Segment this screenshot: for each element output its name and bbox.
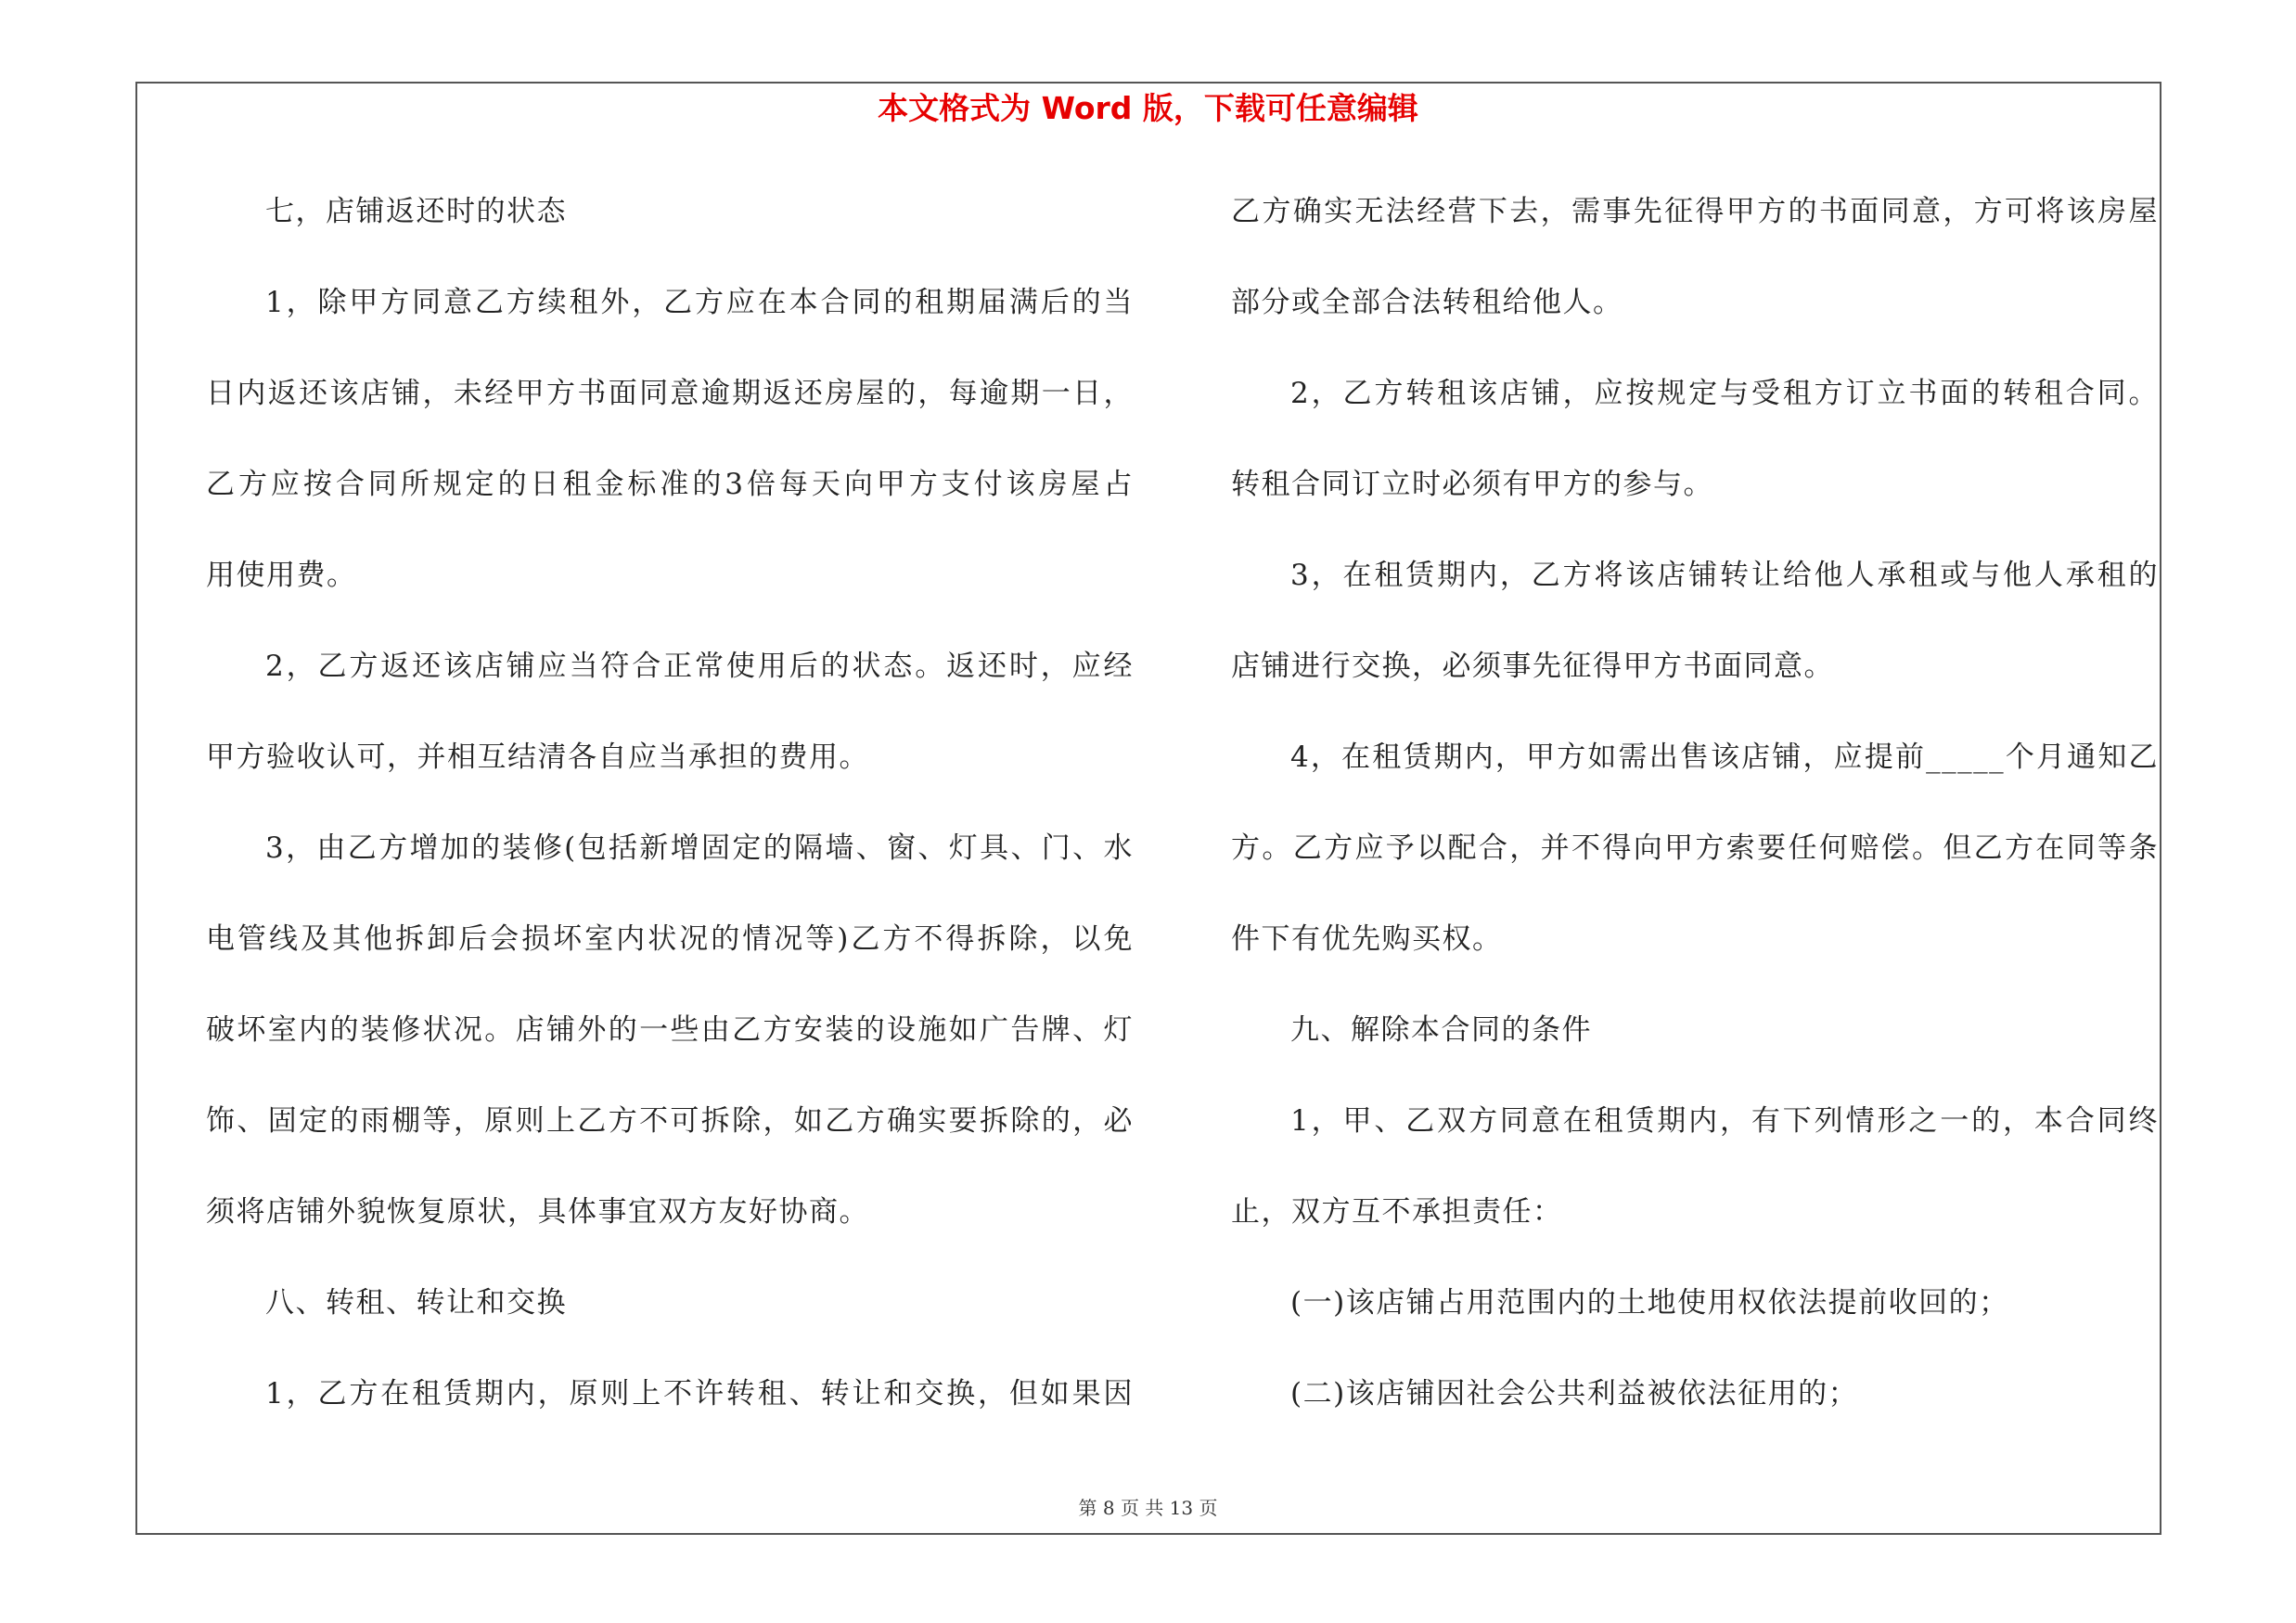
paragraph-line: 2，乙方转租该店铺，应按规定与受租方订立书面的转租合同。: [1290, 377, 2159, 410]
paragraph-line: 乙方应按合同所规定的日租金标准的3倍每天向甲方支付该房屋占: [206, 468, 1134, 501]
paragraph-line: 七，店铺返还时的状态: [265, 195, 567, 228]
paragraph-line: 九、解除本合同的条件: [1290, 1013, 1592, 1047]
paragraph-line: 1，甲、乙双方同意在租赁期内，有下列情形之一的，本合同终: [1290, 1104, 2159, 1138]
paragraph-line: 甲方验收认可，并相互结清各自应当承担的费用。: [206, 741, 869, 774]
paragraph-line: 止，双方互不承担责任：: [1231, 1195, 1563, 1229]
paragraph-line: 1，乙方在租赁期内，原则上不许转租、转让和交换，但如果因: [265, 1377, 1134, 1410]
paragraph-line: 日内返还该店铺，未经甲方书面同意逾期返还房屋的，每逾期一日，: [206, 377, 1134, 410]
paragraph-line: 须将店铺外貌恢复原状，具体事宜双方友好协商。: [206, 1195, 869, 1229]
paragraph-line: 饰、固定的雨棚等，原则上乙方不可拆除，如乙方确实要拆除的，必: [206, 1104, 1134, 1138]
paragraph-line: 八、转租、转让和交换: [265, 1286, 567, 1320]
paragraph-line: 件下有优先购买权。: [1231, 922, 1503, 956]
paragraph-line: 3，由乙方增加的装修(包括新增固定的隔墙、窗、灯具、门、水: [265, 831, 1134, 865]
paragraph-line: 4，在租赁期内，甲方如需出售该店铺，应提前_____个月通知乙: [1290, 741, 2159, 774]
paragraph-line: 乙方确实无法经营下去，需事先征得甲方的书面同意，方可将该房屋: [1231, 195, 2159, 228]
paragraph-line: 2，乙方返还该店铺应当符合正常使用后的状态。返还时，应经: [265, 650, 1134, 683]
paragraph-line: 1，除甲方同意乙方续租外，乙方应在本合同的租期届满后的当: [265, 286, 1134, 319]
paragraph-line: 3，在租赁期内，乙方将该店铺转让给他人承租或与他人承租的: [1290, 559, 2159, 592]
paragraph-line: 电管线及其他拆卸后会损坏室内状况的情况等)乙方不得拆除，以免: [206, 922, 1134, 956]
left-text-column: [206, 182, 1134, 1455]
paragraph-line: 部分或全部合法转租给他人。: [1231, 286, 1623, 319]
format-notice-banner: 本文格式为 Word 版，下载可任意编辑: [878, 90, 1418, 126]
paragraph-line: 破坏室内的装修状况。店铺外的一些由乙方安装的设施如广告牌、灯: [206, 1013, 1134, 1047]
paragraph-line: (一)该店铺占用范围内的土地使用权依法提前收回的；: [1290, 1286, 2009, 1320]
paragraph-line: 方。乙方应予以配合，并不得向甲方索要任何赔偿。但乙方在同等条: [1231, 831, 2159, 865]
paragraph-line: 店铺进行交换，必须事先征得甲方书面同意。: [1231, 650, 1834, 683]
paragraph-line: 转租合同订立时必须有甲方的参与。: [1231, 468, 1713, 501]
right-text-column: [1231, 182, 2159, 1455]
page-number-footer: 第 8 页 共 13 页: [1078, 1497, 1218, 1519]
paragraph-line: 用使用费。: [206, 559, 357, 592]
paragraph-line: (二)该店铺因社会公共利益被依法征用的；: [1290, 1377, 1859, 1410]
